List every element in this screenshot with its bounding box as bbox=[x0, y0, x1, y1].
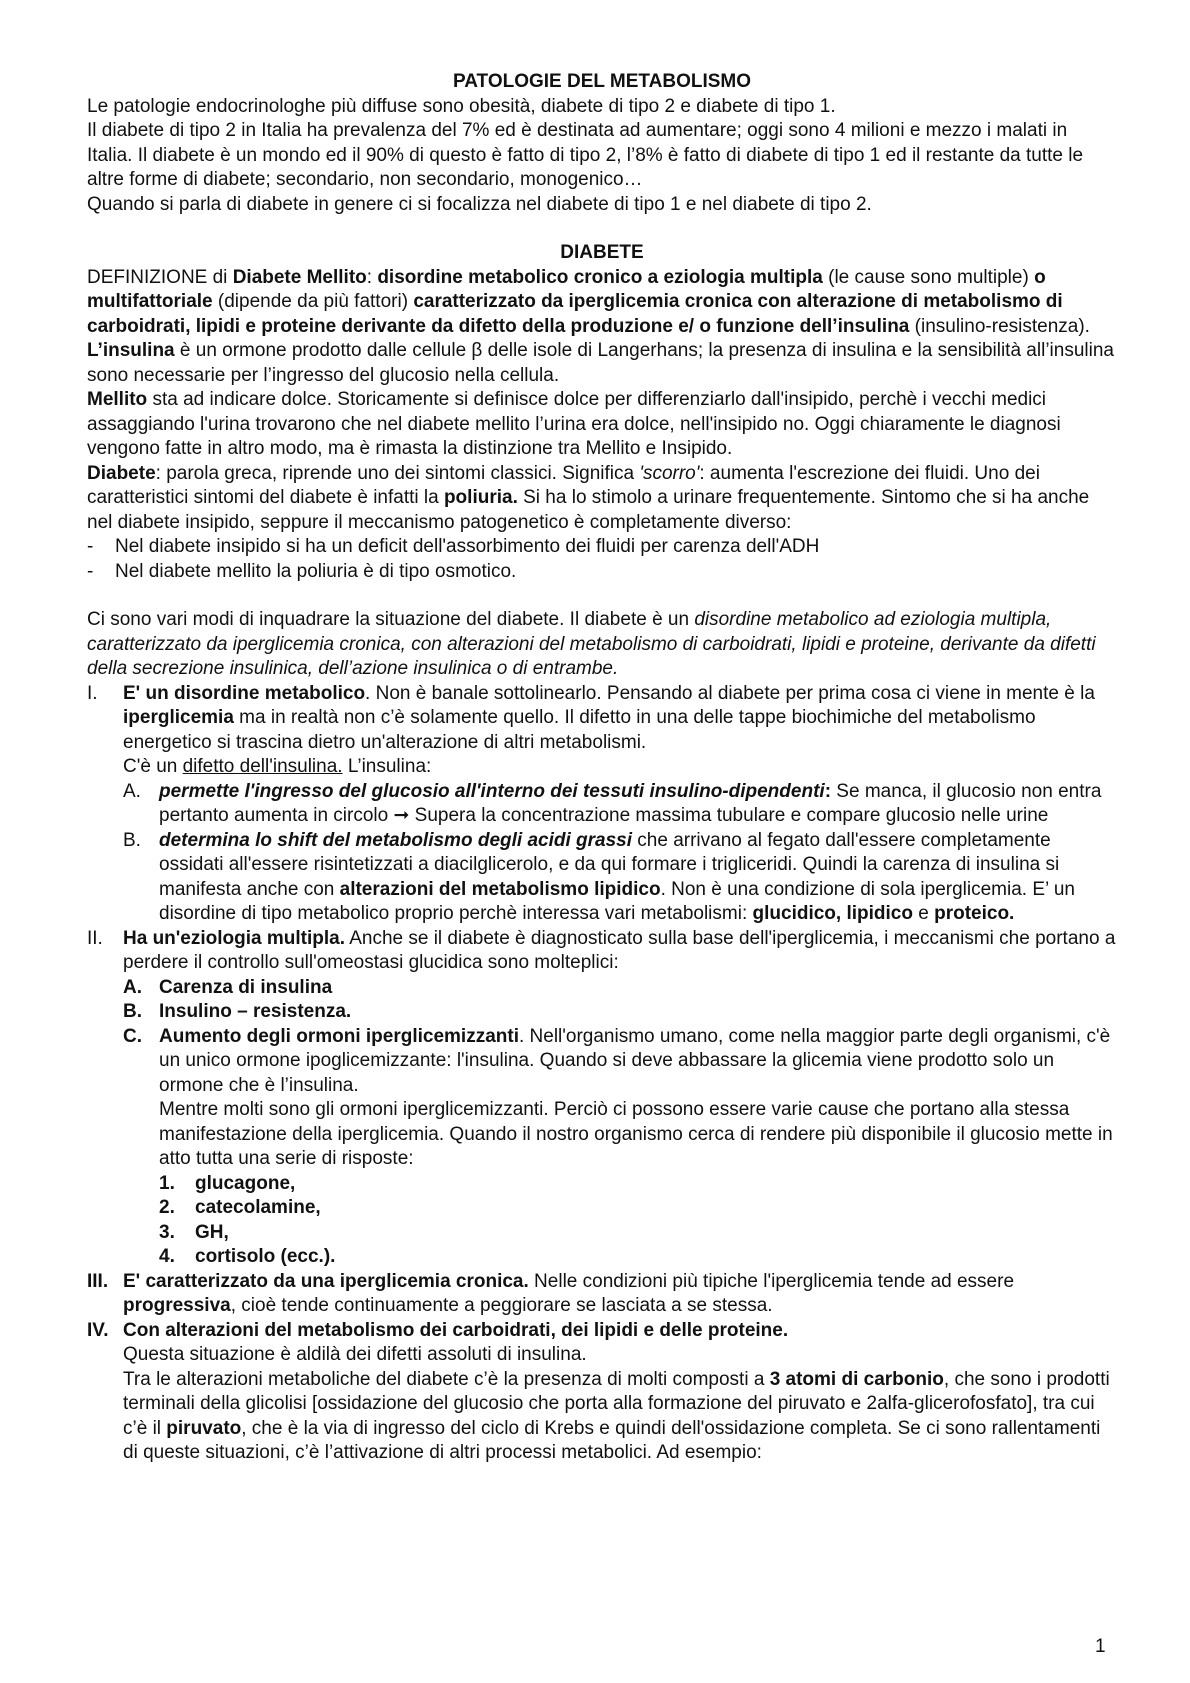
numbered-text: catecolamine, bbox=[195, 1197, 321, 1218]
definition-text: (dipende da più fattori) bbox=[212, 291, 414, 312]
numbered-item bbox=[159, 1245, 1117, 1270]
text: Se manca, il glucosio non entra pertanto aumenta in circolo bbox=[159, 780, 1102, 826]
number-marker: 4. bbox=[159, 1246, 175, 1267]
diabete-bold: poliuria. bbox=[443, 487, 518, 508]
text: L’insulina: bbox=[342, 756, 432, 777]
definition-term: Diabete Mellito bbox=[232, 266, 367, 288]
text: Tra le alterazioni metaboliche del diabete c’è la presenza di molti composti a bbox=[123, 1368, 770, 1390]
modi-italic: disordine metabolico ad eziologia multipla, caratterizzato da iperglicemia cronica, con alterazioni del metabolismo di carboidrati, lipidi e proteine, derivante da difetti della secrezione insulinica, dell’azione insulinica o di entrambe. bbox=[87, 609, 1096, 679]
numbered-text: glucagone, bbox=[195, 1172, 296, 1194]
dash-list-item: - Nel diabete mellito la poliuria è di tipo osmotico. bbox=[87, 560, 1117, 585]
letter-item-b bbox=[123, 829, 1117, 927]
bold-text: : bbox=[824, 780, 832, 802]
section-title: DIABETE bbox=[560, 242, 644, 263]
numbered-text: GH, bbox=[195, 1221, 229, 1243]
modi-paragraph bbox=[87, 608, 1117, 682]
definition-text: : bbox=[366, 266, 378, 288]
modi-text: Ci sono vari modi di inquadrare la situazione del diabete. Il diabete è un bbox=[87, 609, 695, 630]
bold-text: E' un disordine metabolico bbox=[123, 682, 366, 704]
diabete-text: Si ha lo stimolo a urinare frequentemente. Sintomo che si ha anche nel diabete insipido, seppure il meccanismo patogenetico è completamente diverso: bbox=[87, 487, 1090, 533]
roman-item-4 bbox=[87, 1319, 1117, 1466]
text: ma in realtà non c’è solamente quello. Il difetto in una delle tappe biochimiche del metabolismo energetico si trascina dietro un'alterazione di altri metabolismi. bbox=[123, 707, 1036, 753]
roman-item-text: Questa situazione è aldilà dei difetti assoluti di insulina. bbox=[123, 1344, 587, 1365]
intro-paragraph-3: Quando si parla di diabete in genere ci si focalizza nel diabete di tipo 1 e nel diabete di tipo 2. bbox=[87, 193, 872, 215]
definition-text: (insulino-resistenza). bbox=[909, 315, 1090, 337]
letter-item-text bbox=[159, 829, 1117, 927]
text: C'è un bbox=[123, 756, 183, 777]
arrow-icon: ➞ bbox=[393, 805, 410, 826]
document-title: PATOLOGIE DEL METABOLISMO bbox=[452, 71, 752, 92]
document-page bbox=[87, 70, 1117, 1466]
spacer bbox=[87, 584, 1117, 608]
roman-item-text bbox=[123, 1368, 1117, 1466]
letter-item-b bbox=[123, 1000, 1117, 1025]
insulina-paragraph bbox=[87, 339, 1117, 388]
text: . Nell'organismo umano, come nella maggior parte degli organismi, c'è un unico ormone ipoglicemizzante: l'insulina. Quando si deve abbassare la glicemia viene prodotto solo un ormone che è l’insulina. bbox=[159, 1025, 1111, 1096]
definition-bold: disordine metabolico cronico a eziologia multipla bbox=[377, 266, 823, 288]
roman-marker: IV. bbox=[87, 1319, 109, 1341]
diabete-text: : aumenta l'escrezione dei fluidi. Uno dei caratteristici sintomi del diabete è infatti la bbox=[87, 462, 1040, 508]
number-marker: 1. bbox=[159, 1172, 175, 1194]
bold-text: Carenza di insulina bbox=[159, 976, 333, 998]
letter-item-text bbox=[159, 780, 1117, 829]
numbered-text: cortisolo (ecc.). bbox=[195, 1246, 336, 1267]
numbered-item bbox=[159, 1172, 1117, 1197]
letter-item-a bbox=[123, 976, 1117, 1001]
roman-marker: I. bbox=[87, 682, 98, 704]
text: , che sono i prodotti terminali della glicolisi [ossidazione del glucosio che porta alla formazione del piruvato e 2alfa-glicerofosfato], tra cui c’è il bbox=[123, 1368, 1110, 1439]
text: Anche se il diabete è diagnosticato sulla base dell'iperglicemia, i meccanismi che portano a perdere il controllo sull'omeostasi glucidica sono molteplici: bbox=[123, 927, 1116, 973]
letter-marker: B. bbox=[123, 1001, 142, 1022]
definition-bold: o multifattoriale bbox=[87, 266, 1046, 312]
number-marker: 2. bbox=[159, 1197, 175, 1218]
dash-list-item: - Nel diabete insipido si ha un deficit dell'assorbimento dei fluidi per carenza dell'ADH bbox=[87, 535, 1117, 560]
letter-marker: B. bbox=[123, 829, 141, 851]
bold-italic-text: permette l'ingresso del glucosio all'interno dei tessuti insulino-dipendenti bbox=[159, 780, 825, 802]
diabete-term: Diabete bbox=[87, 462, 156, 484]
letter-item-a bbox=[123, 780, 1117, 829]
definition-bold: caratterizzato da iperglicemia cronica con alterazione di metabolismo di carboidrati, lipidi e proteine derivante da difetto della produzione e/ o funzione dell’insulina bbox=[87, 291, 1063, 337]
insulina-term: L’insulina bbox=[87, 340, 175, 361]
mellito-paragraph bbox=[87, 388, 1117, 462]
intro-paragraph-1: Le patologie endocrinologhe più diffuse sono obesità, diabete di tipo 2 e diabete di tipo 1. bbox=[87, 95, 836, 117]
letter-marker: C. bbox=[123, 1025, 142, 1047]
text: che arrivano al fegato dall'essere completamente ossidati all'essere risintetizzati a diacilglicerolo, e da qui formare i trigliceridi. Quindi la carenza di insulina si manifesta anche con bbox=[159, 829, 1060, 900]
roman-item-text bbox=[123, 755, 1117, 780]
text: Supera la concentrazione massima tubulare e compare glucosio nelle urine bbox=[409, 805, 1049, 826]
bold-text: Insulino – resistenza. bbox=[159, 1001, 352, 1022]
intro-paragraph-2: Il diabete di tipo 2 in Italia ha prevalenza del 7% ed è destinata ad aumentare; oggi sono 4 milioni e mezzo i malati in Italia. Il diabete è un mondo ed il 90% di questo è fatto di tipo 2, l’8% è fatto di diabete di tipo 1 ed il restante da tutte le altre forme di diabete; secondario, non secondario, monogenico… bbox=[87, 120, 1084, 190]
number-marker: 3. bbox=[159, 1221, 175, 1243]
text: , cioè tende continuamente a peggiorare se lasciata a se stessa. bbox=[230, 1295, 773, 1316]
bold-text: proteico. bbox=[934, 903, 1015, 924]
text: Nelle condizioni più tipiche l'iperglicemia tende ad essere bbox=[528, 1270, 1015, 1292]
numbered-item bbox=[159, 1196, 1117, 1221]
diabete-italic: 'scorro' bbox=[639, 462, 700, 484]
roman-marker: II. bbox=[87, 927, 103, 949]
numbered-item bbox=[159, 1221, 1117, 1246]
bold-text: alterazioni del metabolismo lipidico bbox=[339, 878, 661, 900]
letter-marker: A. bbox=[123, 780, 141, 802]
bold-text: iperglicemia bbox=[123, 707, 234, 728]
mellito-term: Mellito bbox=[87, 389, 148, 410]
bold-text: Ha un'eziologia multipla. bbox=[123, 927, 345, 949]
bold-text: E' caratterizzato da una iperglicemia cronica. bbox=[123, 1270, 529, 1292]
bold-text: progressiva bbox=[123, 1295, 231, 1316]
roman-item-3 bbox=[87, 1270, 1117, 1319]
roman-item-1 bbox=[87, 682, 1117, 927]
bold-text: Aumento degli ormoni iperglicemizzanti bbox=[159, 1025, 519, 1047]
roman-item-heading: Con alterazioni del metabolismo dei carboidrati, dei lipidi e delle proteine. bbox=[123, 1319, 789, 1341]
roman-marker: III. bbox=[87, 1270, 109, 1292]
text: e bbox=[912, 903, 935, 924]
letter-item-c bbox=[123, 1025, 1117, 1270]
underlined-text: difetto dell'insulina. bbox=[182, 756, 343, 777]
page-number: 1 bbox=[1095, 1636, 1106, 1657]
text: . Non è una condizione di sola iperglicemia. E’ un disordine di tipo metabolico proprio perchè interessa vari metabolismi: bbox=[159, 878, 1075, 924]
bold-text: 3 atomi di carbonio bbox=[769, 1368, 944, 1390]
mellito-text: sta ad indicare dolce. Storicamente si definisce dolce per differenziarlo dall'insipido, perchè i vecchi medici assaggiando l'urina trovarono che nel diabete mellito l’urina era dolce, nell'insipido no. Oggi chiaramente le diagnosi vengono fatte in altro modo, ma è rimasta la distinzione tra Mellito e Insipido. bbox=[87, 389, 1061, 459]
roman-item-text bbox=[123, 682, 1117, 756]
roman-item-text bbox=[123, 1270, 1117, 1319]
insulina-text: è un ormone prodotto dalle cellule β delle isole di Langerhans; la presenza di insulina e la sensibilità all’insulina sono necessarie per l’ingresso del glucosio nella cellula. bbox=[87, 340, 1114, 386]
bold-italic-text: determina lo shift del metabolismo degli acidi grassi bbox=[159, 829, 633, 851]
text: . Non è banale sottolinearlo. Pensando al diabete per prima cosa ci viene in mente è la bbox=[365, 682, 1095, 704]
text: , che è la via di ingresso del ciclo di Krebs e quindi dell'ossidazione completa. Se ci sono rallentamenti di queste situazioni, c’è l’attivazione di altri processi metabolici. Ad esempio: bbox=[123, 1417, 1101, 1463]
bold-text: glucidico, lipidico bbox=[752, 903, 913, 924]
roman-item-2 bbox=[87, 927, 1117, 1270]
letter-item-text bbox=[159, 1025, 1117, 1099]
definition-text: DEFINIZIONE di bbox=[87, 266, 233, 288]
letter-marker: A. bbox=[123, 976, 142, 998]
roman-item-text bbox=[123, 927, 1117, 976]
letter-item-text: Mentre molti sono gli ormoni iperglicemizzanti. Perciò ci possono essere varie cause che portano alla stessa manifestazione della iperglicemia. Quando il nostro organismo cerca di rendere più disponibile il glucosio mette in atto tutta una serie di risposte: bbox=[159, 1099, 1113, 1169]
spacer bbox=[87, 217, 1117, 241]
definition-paragraph bbox=[87, 266, 1117, 340]
diabete-text: : parola greca, riprende uno dei sintomi classici. Significa bbox=[155, 462, 640, 484]
definition-text: (le cause sono multiple) bbox=[822, 266, 1035, 288]
diabete-paragraph bbox=[87, 462, 1117, 536]
bold-text: piruvato bbox=[166, 1417, 242, 1439]
